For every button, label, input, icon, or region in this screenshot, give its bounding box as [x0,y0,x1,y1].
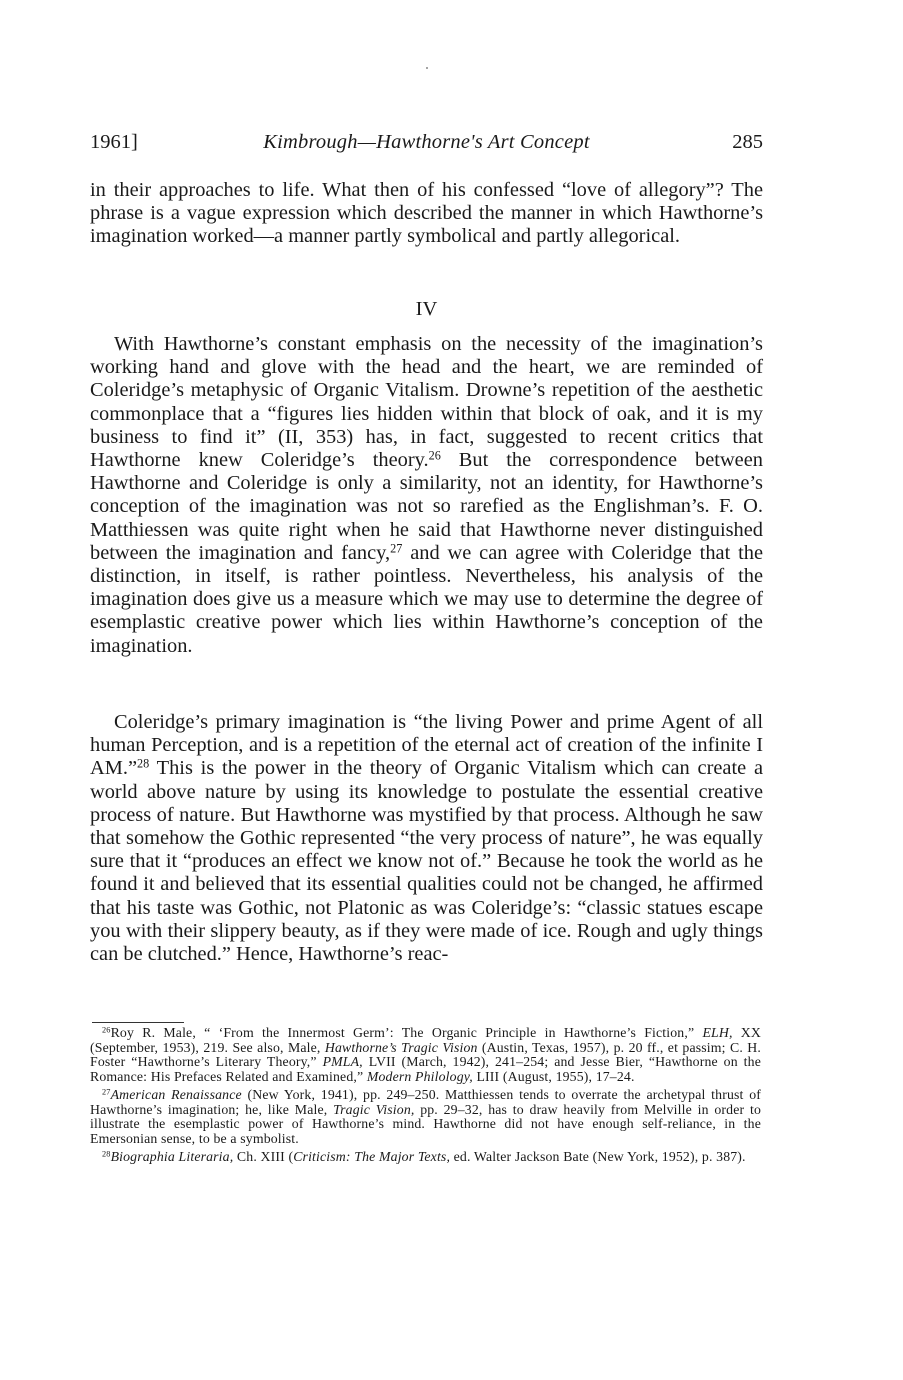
footnote-26-text-d: LVII (March, 1942), 241–254; and Jesse Bier, “Hawthorne on the Romance: His Prefaces Related and Examined,” [90,1054,761,1084]
footnotes [90,1026,761,1169]
footnote-ref-28[interactable]: 28 [137,756,150,771]
footnote-28-anthology-title: Criticism: The Major Texts, [293,1149,451,1164]
opening-paragraph-text: in their approaches to life. What then of his confessed “love of allegory”? The phrase is a vague expression which described the manner in which Hawthorne’s imagination worked—a manner partly symbolical and partly allegorical. [90,179,763,248]
footnote-ref-27[interactable]: 27 [390,541,403,556]
footnote-28-number: 28 [102,1149,111,1159]
footnote-26-journal-elh: ELH, [702,1025,733,1040]
footnote-27-short-title: Tragic Vision, [333,1101,415,1117]
paper-speck [426,67,428,69]
paragraph-2 [90,711,763,966]
footnote-28-book-title: Biographia Literaria, [110,1149,234,1164]
footnote-27 [90,1088,761,1146]
footnote-rule [92,1022,184,1023]
footnote-26-journal-pmla: PMLA, [322,1054,363,1069]
footnote-27-text-b: pp. 29–32, has to draw heavily from Melville in order to illustrate the esemplastic power of Hawthorne’s mind. Hawthorne did not have enough self-reliance, in the Emersonian sense, to be a symbolist. [90,1101,761,1146]
footnote-26 [90,1026,761,1084]
paragraph-2-part-b: This is the power in the theory of Organic Vitalism which can create a world above nature by using its knowledge to postulate the essential creative process of nature. But Hawthorne was mystified by that process. Although he saw that somehow the Gothic represented “the very process of nature”, he was equally sure that it “produces an effect we know not of.” Because he took the world as he found it and believed that its essential qualities could not be changed, he affirmed that his taste was Gothic, not Platonic as was Coleridge’s: “classic statues escape you with their slippery beauty, as if they were made of ice. Rough and ugly things can be clutched.” Hence, Hawthorne’s reac- [90,757,763,966]
footnote-28-text-b: ed. Walter Jackson Bate (New York, 1952), p. 387). [450,1149,746,1164]
footnote-26-book-title: Hawthorne’s Tragic Vision [324,1039,478,1055]
paragraph-1-part-b: But the correspondence between Hawthorne and Coleridge is only a similarity, not an identity, for Hawthorne’s conception of the imagination was not so rarefied as the Englishman’s. F. O. Matthiessen was quite right when he said that Hawthorne never distinguished between the imagination and fancy, [90,449,763,564]
footnote-26-text-c: (Austin, Texas, 1957), p. 20 ff., et passim; C. H. Foster “Hawthorne’s Literary Theory,” [90,1039,761,1069]
footnote-27-number: 27 [102,1087,111,1097]
running-title: Kimbrough—Hawthorne's Art Concept [263,131,590,153]
paragraph-1-part-a: With Hawthorne’s constant emphasis on the necessity of the imagination’s working hand and glove with the head and the heart, we are reminded of Coleridge’s metaphysic of Organic Vitalism. Drowne’s repetition of the aesthetic commonplace that a “figures lies hidden within that block of oak, and it is my business to find it” (II, 353) has, in fact, suggested to recent critics that Hawthorne knew Coleridge’s theory. [90,333,763,472]
section-heading: IV [415,298,438,320]
running-header [90,128,763,156]
footnote-ref-26[interactable]: 26 [428,448,441,463]
header-year: 1961] [90,131,138,153]
paragraph-2-text [90,711,763,966]
paragraph-1 [90,333,763,658]
paragraph-1-text [90,333,763,658]
footnote-26-text-a: Roy R. Male, “ ‘From the Innermost Germ’: The Organic Principle in Hawthorne’s Fiction,” [110,1025,703,1040]
footnote-27-text-a: (New York, 1941), pp. 249–250. Matthiessen tends to overrate the archetypal thrust of Hawthorne’s imagination; he, like Male, [90,1087,761,1117]
footnote-26-journal-mp: Modern Philology, [366,1068,473,1084]
footnote-26-number: 26 [102,1025,111,1035]
footnote-26-text-b: XX (September, 1953), 219. See also, Male, [90,1025,761,1055]
page-number: 285 [732,131,763,153]
opening-paragraph [90,179,763,249]
paragraph-2-part-a: Coleridge’s primary imagination is “the living Power and prime Agent of all human Perception, and is a repetition of the eternal act of creation of the infinite I AM.” [90,711,763,780]
footnote-26-text-e: LIII (August, 1955), 17–24. [472,1068,635,1084]
footnote-27-book-title: American Renaissance [110,1087,242,1102]
paragraph-1-part-c: and we can agree with Coleridge that the distinction, in itself, is rather pointless. Nevertheless, his analysis of the imagination does give us a measure which we may use to determine the degree of esemplastic creative power which lies within Hawthorne’s conception of the imagination. [90,541,763,657]
footnote-28-text-a: Ch. XIII ( [233,1149,294,1164]
footnote-28 [90,1150,761,1165]
